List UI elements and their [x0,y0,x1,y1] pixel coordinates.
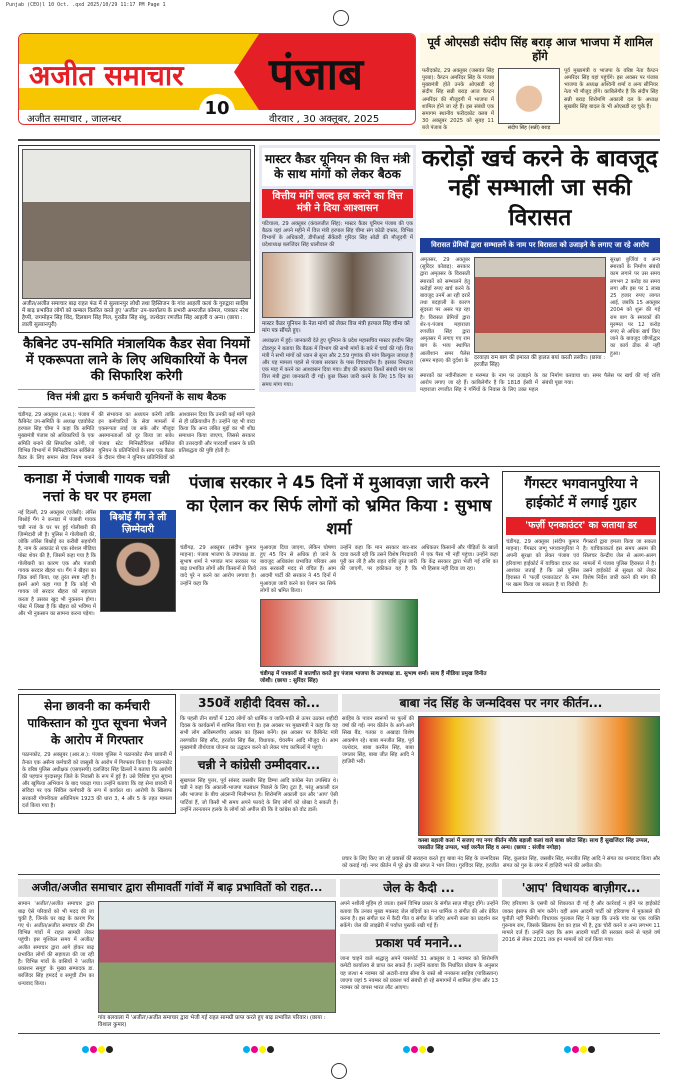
article-body: प्रचार के लिए किए जा रहे प्रयासों की सराहना करते हुए बाबा नंद सिंह के जन्मदिवस को कराई गई। नगर कीर्तन में पूरे क्षेत्र की संगत ने भाग लिया। गुरविंदर सिंह, हरजीत सिंह, कुलवंत सिंह, जसबीर सिंह, मनजीत सिंह आदि ने संगत का धन्यवाद किया और संगत को गुरु के लंगर में हाज़िरी भरने की अपील की। [342,855,660,870]
photo-caption: कस्बा बड़ाली कलां में सजाए गए नगर कीर्तन मौके बड़ाली कलां वाले बाबा छोटा सिंह। साथ हैं सुखजिंदर सिंह उप्पल, जसप्रीत सिंह उप्पल, भाई जरनैल सिंह व अन्य। (छाया : संजीव नगोड़ा) [418,837,650,851]
headline: गैंगस्टर भगवानपुरिया ने हाईकोर्ट में लगाई गुहार [524,476,638,512]
article-body: अपने नशीली मुहिम हो जाता। इसमें विभिन्न प्रकार के संगीत साज़ मौजूद होंगे। उन्होंने बताया कि उनका मुख्य मकसद जेल बंदियों का मन धार्मिक व संगीत की ओर प्रेरित करना है। इस संगीत घर में कैदी गीत व संगीत के ज़रिए अपनी कला का प्रदर्शन कर सकेंगे। जेल की लाइब्रेरी में पर्याप्त पुस्तकें रखी गई हैं। [340,901,498,929]
registration-mark-icon [333,10,349,26]
article-baba [342,694,660,870]
divider [18,139,660,141]
photo-caption: मास्टर कैडर यूनियन के नेता मांगों को लेकर वित्त मंत्री हरपाल सिंह चीमा को मांग पत्र सौंपते हुए। [262,321,410,335]
article-body: पटियाला, 29 अक्तूबर (कंवलजीत सिंह): मास्टर कैडर यूनियन पंजाब की एक बैठक यहां अपने महीने में वित्त मंत्री हरपाल सिंह चीमा संग कोठी दफ्तर, विभिन्न विभागों के अधिकारी, डीपीआई सैकेंडरी गुरिंदर सिंह सोढी की मौजूदगी में प्रदेशाध्यक्ष बलजिंदर सिंह धालीवाल की [262,220,413,249]
inset-headline: 'फर्ज़ी एनकाउंटर' का जताया डर [506,517,656,535]
article-osd [420,33,660,135]
article-body: सुखपाल सिंह पुत्तर, पूर्व सांसद जसबीर सिंह डिम्पा आदि कांग्रेस नेता उपस्थित थे। चन्नी ने कहा कि अकाली-भाजपा गठबंधन पिछले के लिए टूटा है, परंतु अकाली दल और भाजपा के बीच अंदरूनी मिलीभगत है। शिरोमणि अकाली दल और 'आप' ऐसी पार्टियां हैं, जो किसी भी समय अपने फायदे के लिए लोगों को धोखा दे सकती हैं। उन्होंने तरनतारन हलके के लोगों को अपील की कि वे कांग्रेस को वोट डालें। [180,777,338,813]
blue-subheadline-bar: विरासत प्रेमियों द्वारा सम्भालने के नाम पर विरासत को उजाड़ने के लगाए जा रहे आरोप [420,238,660,253]
photo-caption: गांव बलवाला में 'अजीत'/अजीत समाचार द्वारा भेजी गई राहत सामग्री प्राप्त करते हुए बाढ़ प्रभावित परिवार। (छाया : विशाल कुमार) [98,1015,326,1029]
headline: कैबिनेट उप-समिति मंत्रालयिक कैडर सेवा नियमों में एकरूपता लाने के लिए अधिकारियों के पैनल की सिफारिश करेगी [23,336,250,385]
color-registration-marks [403,1038,435,1057]
article-body: फरीदकोट, 29 अक्तूबर (जसवंत सिंह पुरबा): कैप्टन अमरिंदर सिंह के पंजाब मुख्यमंत्री होते उनके ओएसडी रहे संदीप सिंह सन्नी बराड़ आज कैप्टन अमरिंदर की मौजूदगी में भाजपा में शामिल होने जा रहे हैं। इस संबंधी एक समागम स्थानीय फरीदकोट क्लब में 30 अक्तूबर 2025 को सुबह 11 बजे पंजाब के [422,67,494,132]
photo-caption: चंडीगढ़ में पत्रकारों से बातचीत करते हुए पंजाब भाजपा के उपाध्यक्ष डा. सुभाष शर्मा। साथ हैं मीडिया प्रमुख विनीत जोशी। (छाया : सुरिंदर सिंह) [260,670,487,684]
article-body: स्मारकों का नवीनीकरण व मरम्मत के नाम पर उजाड़ने के आरोप लगाए जा रहे हैं। काबिलेगौर है कि 1818 ईस्वी में महाराजा रणजीत सिंह ने गर्मियों के निवास के लिए उक्त महल का निर्माण करवाया था। समर पैलेस पर खर्च की गई राशि संबंधी पूछा गया। [420,373,660,394]
headline: सेना छावनी का कर्मचारी पाकिस्तान को गुप्त सूचना भेजने के आरोप में गिरफ्तार [27,698,167,747]
newspaper-page [0,9,677,1085]
article-column-continued [180,694,338,814]
portrait-photo [498,68,560,124]
headline: मास्टर कैडर यूनियन की वित्त मंत्री के साथ मांगों को लेकर बैठक [262,148,413,186]
article-jail-prakash [340,879,498,992]
article-body: अमृतसर, 29 अक्तूबर (सुरिंदर कोछड़): सरकार द्वारा अमृतसर के विरासती स्मारकों को सम्भालने हेतु करोड़ों रुपए खर्च करने के बावजूद उनमें आ रही दरारें तथा बदहाली के कारण सुंदरता पर असर पड़ रहा है। विरासत प्रेमियों द्वारा शेर-ए-पंजाब महाराजा रणजीत सिंह द्वारा अमृतसर में लगाए गए राम बाग के भव्य स्थापित आलीशान समर पैलेस (समर महल) की दुर्दशा के [420,257,470,364]
article-body: नई दिल्ली, 29 अक्तूबर (एजेंसी): लॉरेंस बिश्नोई गैंग ने कनाडा में पंजाबी गायक चन्नी नत्तां के घर पर हुई गोलीबारी की ज़िम्मेदारी ली है। पुलिस ने गोलीबारी की, जोकि लॉरेंस बिश्नोई का करीबी सहयोगी है, नाम के अकाउंट से एक सोशल मीडिया पोस्ट शेयर की है, जिसमें कहा गया है कि गोलीबारी का कारण एक और पंजाबी गायक सरदार खैहरा था। गैंग ने खैहरा का ज़िक्र क्यों किया, यह तुरंत स्पष्ट नहीं है। इसमें आगे कहा गया है कि कोई भी गायक जो सरदार खैहरा को सहायता करता है उसका खुद भी नुकसान होगा। पोस्ट में लिखा है कि खैहरा को भविष्य में और भी नुकसान का सामना करना पड़ेगा। [18,510,96,618]
relief-photo-block [18,145,255,333]
article-body: साहिब के पावन स्वरूपों पर फूलों की वर्षा की गई। नगर कीर्तन के आगे-आगे सिख बैंड, गतका व अखाड़ा विशेष आकर्षण रहे। बाबा मनजीत सिंह, पूर्व जत्थेदार, बाबा करनैल सिंह, बाबा जगतार सिंह, बाबा जीत सिंह आदि ने हाजिरी भरी। [342,715,414,766]
headline: बाबा नंद सिंह के जन्मदिवस पर नगर कीर्तन... [342,694,660,712]
subheadline: वित्तीय मांगें जल्द हल करने का वित्त मंत्री ने दिया आश्वासन [262,189,413,218]
article-body: मुआवज़ा दिया जाएगा, लेकिन घोषणा हुए 45 दिन से अधिक हो जाने के बावजूद अधिकांश प्रभावित परिवार अब तक सरकारी मदद से वंचित हैं। आम आदमी पार्टी की सरकार ने 45 दिनों में मुआवज़ा जारी करने का ऐलान कर सिर्फ लोगों को भ्रमित किया। [260,544,336,594]
headline: करोड़ों खर्च करने के बावजूद नहीं सम्भाली जा सकी विरासत [422,145,658,232]
headline: कनाडा में पंजाबी गायक चन्नी नत्तां के घर पर हमला [24,471,170,505]
masthead-date: वीरवार , 30 अक्तूबर, 2025 [269,114,380,125]
print-slug: Punjab (CEO)l 10 Oct. .qxd 2025/10/29 11:17 PM Page 1 [6,2,166,8]
divider [18,466,660,467]
masthead-region: पंजाब [269,49,364,100]
article-body: जाना चाहने वाले श्रद्धालु अपने पासपोर्ट 31 अक्तूबर व 1 नवम्बर को शिरोमणि कमेटी कार्यालय से प्राप्त कर सकते हैं। उन्होंने बताया कि निर्धारित प्रोग्राम के अनुसार यह जत्था 4 नवम्बर को अटारी-वाघा सीमा के रास्ते श्री ननकाना साहिब (पाकिस्तान) जाएगा जहां 5 नवम्बर को प्रकाश पर्व संबंधी हो रहे समागमों में शामिल होगा और 13 नवम्बर को वापस भारत लौट आएगा। [340,956,498,991]
article-body: लिए हरियाणा के एसपी को शिकायत दी गई है और कार्रवाई न होने पर हाईकोर्ट जाकर इंसाफ की मांग करेंगे। वहीं आम आदमी पार्टी को हरियाणा में मुकाबले की चुनौती नहीं मिलेगी। विधायक गुरलाल सिंह ने कहा कि उनके गांव का एक व्यक्ति गुरुनाम राम, जिसके खिलाफ देश का हाल भी है, ट्रक चोरी करने व अन्य लगभग 11 मामले दर्ज हैं। उन्होंने कहा कि आम आदमी पार्टी की सरकार बनने से पहले वर्ष 2016 से लेकर 2021 तक इन मामलों को दर्ज किया गया। [502,901,660,944]
news-photo [262,252,413,318]
photo-caption: दरवाज़ा राम बाग की इमारत की हालत बयां करती तस्वीर। (छाया : हरजीत सिंह) [474,355,606,368]
headline: अजीत/अजीत समाचार द्वारा सीमावर्ती गांवों में बाढ़ प्रभावितों को राहत... [18,879,336,897]
article-army [18,694,176,814]
article-body: अध्यक्षता में हुई। जानकारी देते हुए यूनियन के प्रदेश महासचिव मास्टर हरदीप सिंह टोडरपुर ने बताया कि बैठक में विभाग की सभी मांगों के बारे में चर्चा की गई। वित्त मंत्री ने सभी मांगों को ध्यान से सुना और 2.59 गुणांक की मांग बिल्कुल जायज़ है और यह मामला पहले से पंजाब सरकार के पास विचाराधीन है। इसका निपटारा एक माह में करने का आश्वासन दिया गया। डीए की बकाया किश्तें संबंधी मांग पर वित्त मंत्री द्वारा जानकारी दी गई। कुछ किस्त जारी करने के लिए 15 दिन का समय मांगा गया। [262,338,413,388]
divider [18,874,660,875]
color-registration-marks [82,1038,114,1057]
article-body: चंडीगढ़, 29 अक्तूबर (अ.स.): पंजाब में कैबिनेट उप-समिति के अध्यक्ष एडवोकेट हरपाल सिंह चीमा ने कहा कि समिति मुख्यमंत्री पंजाब को अधिकारियों के एक समिति बनाने की सिफारिश करेगी, जो विभिन्न विभागों में मिनिस्टीरियल सर्विसेज कैडर के लिए समान सेवा नियम बनाने की संभावना का अध्ययन करेगी ताकि इन कर्मचारियों के सेवा मामलों में एकरूपता लाई जा सके और मौजूदा असमानताओं को दूर किया जा सके। पंजाब स्टेट मिनिस्टीरियल सर्विसेज यूनियन के प्रतिनिधियों के साथ एक बैठक के दौरान चीमा ने यूनियन प्रतिनिधियों को आश्वासन दिया कि उनकी कई मांगें पहले से ही प्रक्रियाधीन हैं। उन्होंने यह भी वादा किया कि अन्य लंबित मुद्दों का भी शीघ्र समाधान किया जाएगा, जिससे सरकार की उत्तरदायी और पारदर्शी शासन के प्रति प्रतिबद्धता की पुष्टि होती है। [18,411,255,462]
headline: पंजाब सरकार ने 45 दिनों में मुआवज़ा जारी करने का ऐलान कर सिर्फ लोगों को भ्रमित किया : सुभाष शर्मा [186,473,492,539]
article-body: सुरक्षा बुर्जियां व अन्य स्मारकों के निर्माण संबंधी काम लगाने पर उस समय लगभग 2 करोड़ का समय लगा और इस पर 1 लाख 25 हजार रुपए लागत आई, जबकि 15 अक्तूबर 2004 को शुरू की गई राम बाग के स्मारकों की मुरम्मत पर 12 करोड़ रुपए से अधिक खर्च किए जाने के बावजूद जीर्णोद्धार का कार्य ठीक से नहीं हुआ। [610,257,660,357]
inset-headline: बिश्नोई गैंग ने ली ज़िम्मेदारी [100,510,176,538]
article-body: पूर्व मुख्यमंत्री व भाजपा के वरिष्ठ नेता कैप्टन अमरिंदर सिंह यहां पहुंचेंगे। इस अवसर पर पंजाब भाजपा के अध्यक्ष अश्विनी शर्मा व अन्य सीनियर नेता भी मौजूद होंगे। काबिलेगौर है कि संदीप सिंह सन्नी बराड़ शिरोमणि अकाली दल के अध्यक्ष सुखबीर सिंह बादल के भी ओएसडी रह चुके हैं। [564,67,658,110]
headline: पूर्व ओएसडी संदीप सिंह बराड़ आज भाजपा में शामिल होंगे [427,35,653,64]
headline: 350वें शहीदी दिवस को... [180,694,338,712]
news-photo [418,716,660,836]
divider [18,689,660,690]
photo-caption: संदीप सिंह (सन्नी) बराड़ [507,124,551,131]
registration-mark-icon [331,1063,347,1079]
article-body: सामान 'अजीत'/अजीत समाचार द्वारा बाढ़ ऐसे परिवारों को भी मदद की जा चुकी है, जिनके घर बाढ़ के कारण गिर गए थे। अजीत/अजीत समाचार की टीम विभिन्न गांवों में राहत सामग्री लेकर पहुंची। इस मुश्किल समय में अजीत/अजीत समाचार द्वारा आगे होकर बाढ़ प्रभावित लोगों की सहायता की जा रही है। विभिन्न गांवों के वासियों ने 'अजीत प्रकाशन समूह' के मुख्य सम्पादक डा. बरजिंदर सिंह हमदर्द व समूची टीम का धन्यवाद किया। [18,901,94,987]
news-photo [22,149,251,299]
article-subhash [180,471,498,685]
masthead-title: अजीत समाचार [29,59,184,92]
article-body: कि पहली तीन बार्चों में 120 लोगों को धार्मिक व जाति-पाति से ऊपर उठकर शहीदी दिवस के कार्यक्रमों में शामिल किया गया है। इस अवसर पर मुख्यमंत्री ने कहा कि यह सभी लोग अविस्मरणीय अवसर का हिस्सा बनेंगे। इस अवसर पर कैबिनेट मंत्री तरुणप्रीत सिंह सौंद, हरजोत सिंह बैंस, विधायक, चेयरमैन आदि मौजूद थे। आम मुख्यमंत्री तीर्थयात्रा योजना का उद्घाटन करने को लेकर पांच काफिलों में पहुंचे। [180,715,338,751]
masthead [18,33,416,125]
headline: प्रकाश पर्व मनाने... [340,934,498,952]
article-body: चंडीगढ़, 29 अक्तूबर (संदीप कुमार माहना): गैंगस्टर जग्गू भगवानपुरिया ने अपनी सुरक्षा को लेकर पंजाब एवं हरियाणा हाईकोर्ट में याचिका दायर कर आशंका जताई है कि उसे पुलिस हिरासत में 'फर्ज़ी एनकाउंटर' के नाम पर खत्म किया जा सकता है या विरोधी गैंगस्टरों द्वारा हमला किया जा सकता है। याचिकाकर्ता इस समय असम की सिलचर केन्द्रीय जेल से अलग-अलग मामलों में पंजाब पुलिस हिरासत में है। उसने हाईकोर्ट से सुरक्षा को लेकर विशेष निर्देश जारी करने की मांग की है। [506,538,656,589]
article-gangster [502,471,660,593]
portrait-photo [100,538,176,612]
headline: चन्नी ने कांग्रेसी उम्मीदवार... [180,756,338,774]
page-number: 10 [199,94,235,125]
article-aap [502,879,660,944]
article-body: चंडीगढ़, 29 अक्तूबर (संदीप कुमार माहना): पंजाब भाजपा के उपाध्यक्ष डा. सुभाष शर्मा ने भगवंत मान सरकार पर बाढ़ प्रभावित लोगों और किसानों से किये वादे पूरे न करने का आरोप लगाया है। उन्होंने कहा कि [180,544,256,587]
divider [18,1033,660,1034]
article-heritage [420,145,660,395]
photo-caption: अजीत/अजीत समाचार बाढ़ राहत फंड में से सुल्तानपुर लोधी तथा हिस्तिजन के गांव आहली कलां के गुरुद्वारा साहिब में बाढ़ प्रभावित लोगों को कम्बल वितरित करते हुए 'अजीत' उप-कार्यालय के प्रभारी अमरजीत कोमल, पत्रकार नरेश हैप्पी, जगमोहन सिंह थिंद, दिलबाग सिंह गिल, गुरप्रीत सिंह संधु, जत्थेदार रणजीत सिंह आहली व अन्य। (छाया : लाली सुल्तानपुरी) [22,300,249,328]
news-photo [474,257,606,353]
article-cabinet [18,337,255,463]
article-body: पठानकोट, 29 अक्तूबर (आर.स.): पंजाब पुलिस ने पठानकोट सैन्य छावनी में तैनात एक असैन्य कर्मचारी को जासूसी के आरोप में गिरफ्तार किया है। पठानकोट के वरिष्ठ पुलिस अधीक्षक (एसएसपी) दलजिंदर सिंह ढिल्लों ने बताया कि आरोपी की पहचान गुरदासपुर जिले के निवासी के रूप में हुई है। उसे विशिष्ट गुप्त सूचना और खुफिया अभियान के बाद पकड़ा गया। उन्होंने बताया कि वह सेना छावनी में संविदा पर एक सिविल कर्मचारी के रूप में कार्यरत था। आरोपी के खिलाफ सरकारी गोपनीयता अधिनियम 1923 की धारा 3, 4 और 5 के तहत मामला दर्ज किया गया है। [22,752,172,809]
news-photo [260,599,418,667]
article-master-cadre [259,145,416,392]
article-body: उन्होंने कहा कि मान सरकार बार-बार दावा करती रही कि उसने विशेष गिरदावरी पूरी कर ली है और राहत राशि तुरंत जारी की जाएगी, पर हकीकत यह है कि अधिकतर किसानों और पीड़ितों के खातों में एक पैसा भी नहीं पहुंचा। उन्होंने कहा कि केंद्र सरकार द्वारा भेजी गई राशि का भी हिसाब नहीं दिया जा रहा। [340,544,498,573]
masthead-city: अजीत समाचार , जालन्धर [27,114,122,125]
color-registration-marks [243,1038,275,1057]
news-photo [98,901,336,1013]
headline: 'आप' विधायक बाज़ीगर... [502,879,660,897]
article-canada [18,471,176,618]
inset-headline: वित्त मंत्री द्वारा 5 कर्मचारी यूनियनों के साथ बैठक [18,389,255,408]
article-flood [18,879,336,1029]
headline: जेल के कैदी ... [340,879,498,897]
color-registration-marks [564,1038,596,1057]
